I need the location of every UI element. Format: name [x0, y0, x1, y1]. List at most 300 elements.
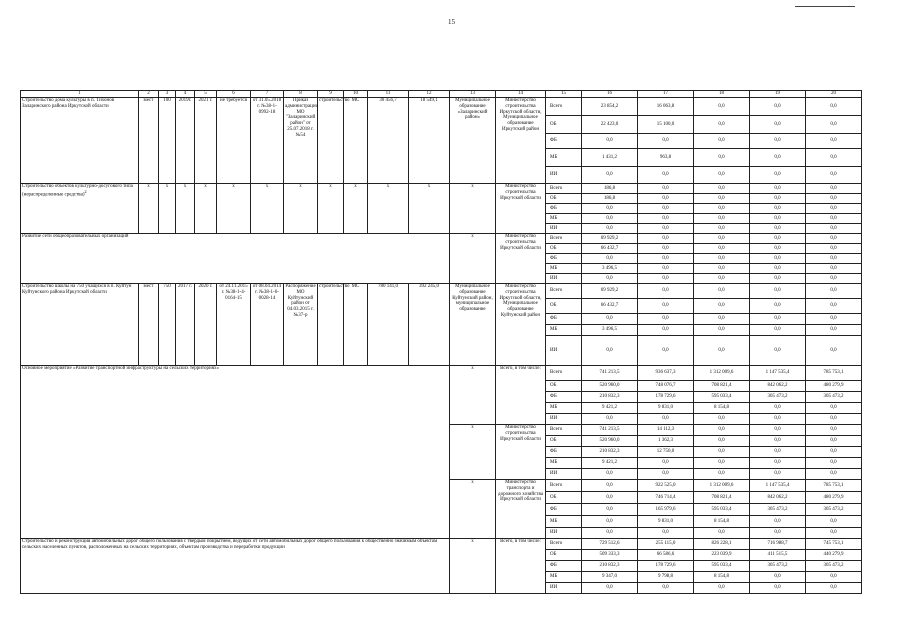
amount-cell: 14 112,3	[638, 425, 694, 436]
project-start-cell: 2019г.	[176, 98, 195, 184]
amount-cell: 0,0	[806, 336, 862, 366]
project-kind-cell: строительство	[318, 98, 344, 184]
amount-cell: 9 831,0	[638, 403, 694, 414]
amount-cell: 708 821,4	[694, 492, 750, 504]
amount-cell: 0,0	[582, 204, 638, 214]
funding-source-cell: ИИ	[546, 469, 582, 480]
amount-cell: 785 753,1	[806, 366, 862, 381]
amount-cell: 0,0	[750, 244, 806, 254]
table-row	[21, 284, 862, 299]
amount-cell: 0,0	[638, 414, 694, 425]
project-capacity-cell: 750	[159, 284, 176, 366]
amount-cell: 595 033,4	[694, 504, 750, 516]
header-cell: 16	[582, 91, 638, 98]
amount-cell: 0,0	[750, 254, 806, 264]
funding-source-cell: ИИ	[546, 528, 582, 539]
project-owner-cell: МС	[344, 284, 368, 366]
amount-cell: 0,0	[750, 458, 806, 469]
amount-cell: 0,0	[750, 528, 806, 539]
responsible-cell: Министерство строительства Иркутской области	[496, 425, 546, 480]
amount-cell: 0,0	[694, 325, 750, 336]
project-permit-cell: от 31.05.2018 г. №38-1-0992-18	[251, 98, 284, 184]
funding-source-cell: МБ	[546, 572, 582, 583]
amount-cell: 936 637,3	[638, 366, 694, 381]
project-customer-cell: х	[450, 184, 496, 234]
amount-cell: 0,0	[582, 314, 638, 325]
amount-cell: 1 312 009,6	[694, 480, 750, 492]
amount-cell: 0,0	[750, 436, 806, 447]
amount-cell: 0,0	[694, 458, 750, 469]
amount-cell: 0,0	[750, 284, 806, 299]
header-cell: 10	[344, 91, 368, 98]
funding-source-cell: Всего	[546, 98, 582, 116]
funding-source-cell: ОБ	[546, 436, 582, 447]
project-expertise-cell: х	[217, 184, 251, 234]
amount-cell: 0,0	[638, 244, 694, 254]
funding-source-cell: Всего	[546, 234, 582, 244]
amount-cell: 0,0	[806, 184, 862, 194]
funding-source-cell: Всего	[546, 184, 582, 194]
amount-cell: 0,0	[806, 214, 862, 224]
project-gp-resp-cell: Министерство строительства Иркутской области	[496, 184, 546, 234]
amount-cell: 0,0	[694, 234, 750, 244]
amount-cell: 0,0	[694, 224, 750, 234]
responsible-cell: Всего, в том числе:	[496, 539, 546, 594]
amount-cell: 8 154,8	[694, 403, 750, 414]
amount-cell: 0,0	[582, 134, 638, 149]
header-cell: 2	[139, 91, 159, 98]
amount-cell: 1 147 535,4	[750, 366, 806, 381]
header-cell: 13	[450, 91, 496, 98]
amount-cell: 520 960,0	[582, 381, 638, 392]
funding-source-cell: ИИ	[546, 414, 582, 425]
project-end-cell: 2021 г.	[195, 98, 217, 184]
program-table-body	[21, 91, 862, 594]
amount-cell: 708 821,4	[694, 381, 750, 392]
project-unit-cell: мест	[139, 98, 159, 184]
amount-cell: 0,0	[582, 583, 638, 594]
table-row	[21, 91, 862, 98]
amount-cell: 0,0	[694, 583, 750, 594]
amount-cell: 440 279,9	[806, 550, 862, 561]
amount-cell: 411 515,5	[750, 550, 806, 561]
funding-source-cell: МБ	[546, 516, 582, 528]
amount-cell: 9 798,8	[638, 572, 694, 583]
amount-cell: 520 960,0	[582, 436, 638, 447]
project-name-cell: Строительство дома культуры в п. Тихонов Заларинского района Иркутской области	[21, 98, 139, 184]
amount-cell: 0,0	[806, 204, 862, 214]
funding-source-cell: Всего	[546, 539, 582, 550]
amount-cell: 0,0	[582, 469, 638, 480]
amount-cell: 0,0	[638, 458, 694, 469]
amount-cell: 0,0	[750, 116, 806, 134]
amount-cell: 305 473,2	[806, 504, 862, 516]
amount-cell: 0,0	[694, 528, 750, 539]
responsible-cell: Министерство транспорта и дорожного хозяйства Иркутской области	[496, 480, 546, 539]
amount-cell: 0,0	[638, 528, 694, 539]
amount-cell: 0,0	[694, 244, 750, 254]
amount-cell: 16 063,8	[638, 98, 694, 116]
table-row	[21, 234, 862, 244]
amount-cell: 0,0	[638, 583, 694, 594]
amount-cell: 745 753,1	[806, 539, 862, 550]
funding-source-cell: Всего	[546, 366, 582, 381]
funding-source-cell: ФБ	[546, 254, 582, 264]
amount-cell: 9 831,0	[638, 516, 694, 528]
project-name-cell: Строительство объектов культурно-досугового типа (нераспределенные средства)$^2$	[21, 184, 139, 234]
amount-cell: 0,0	[694, 447, 750, 458]
funding-source-cell: Всего	[546, 480, 582, 492]
amount-cell: 0,0	[806, 98, 862, 116]
page-number: 15	[448, 18, 455, 26]
table-row	[21, 98, 862, 116]
amount-cell: 210 832,3	[582, 561, 638, 572]
section-title-cell: Развитие сети общеобразовательных организаций	[21, 234, 450, 284]
amount-cell: 0,0	[806, 325, 862, 336]
amount-cell: 0,0	[750, 583, 806, 594]
project-expertise-cell: от 24.11.2015 г. №38-1-4-0164-15	[217, 284, 251, 366]
amount-cell: 210 832,3	[582, 447, 638, 458]
amount-cell: 509 333,3	[582, 550, 638, 561]
amount-cell: 595 033,4	[694, 561, 750, 572]
amount-cell: 0,0	[806, 572, 862, 583]
amount-cell: 0,0	[750, 264, 806, 274]
amount-cell: 0,0	[694, 204, 750, 214]
funding-source-cell: ОБ	[546, 299, 582, 314]
table-row	[21, 184, 862, 194]
header-cell: 9	[318, 91, 344, 98]
amount-cell: 741 213,5	[582, 425, 638, 436]
amount-cell: 748 076,7	[638, 381, 694, 392]
amount-cell: 0,0	[694, 284, 750, 299]
amount-cell: 0,0	[638, 274, 694, 284]
project-cost-remain-cell: 392 245,0	[409, 284, 450, 366]
amount-cell: 8 154,8	[694, 516, 750, 528]
header-cell: 8	[284, 91, 318, 98]
amount-cell: 255 115,0	[638, 539, 694, 550]
project-permit-cell: х	[251, 184, 284, 234]
amount-cell: 0,0	[638, 284, 694, 299]
project-customer-cell: Муниципальное образование Куйтунский район, муниципальное образование	[450, 284, 496, 366]
customer-cell: х	[450, 366, 496, 425]
header-cell: 4	[176, 91, 195, 98]
amount-cell: 0,0	[694, 98, 750, 116]
amount-cell: 826 228,1	[694, 539, 750, 550]
funding-source-cell: ФБ	[546, 504, 582, 516]
funding-source-cell: Всего	[546, 284, 582, 299]
funding-source-cell: ОБ	[546, 194, 582, 204]
amount-cell: 0,0	[806, 425, 862, 436]
amount-cell: 0,0	[638, 184, 694, 194]
amount-cell: 0,0	[806, 116, 862, 134]
amount-cell: 0,0	[806, 194, 862, 204]
funding-source-cell: ИИ	[546, 224, 582, 234]
table-row	[21, 366, 862, 381]
amount-cell: 0,0	[750, 194, 806, 204]
funding-source-cell: ФБ	[546, 561, 582, 572]
funding-source-cell: ОБ	[546, 381, 582, 392]
amount-cell: 305 473,2	[750, 392, 806, 403]
amount-cell: 0,0	[582, 480, 638, 492]
amount-cell: 0,0	[750, 299, 806, 314]
amount-cell: 0,0	[806, 244, 862, 254]
amount-cell: 12 750,0	[638, 447, 694, 458]
amount-cell: 305 473,2	[806, 392, 862, 403]
amount-cell: 186,8	[582, 184, 638, 194]
amount-cell: 0,0	[638, 167, 694, 184]
funding-source-cell: ОБ	[546, 116, 582, 134]
amount-cell: 3 496,5	[582, 325, 638, 336]
amount-cell: 0,0	[582, 254, 638, 264]
header-cell: 14	[496, 91, 546, 98]
amount-cell: 0,0	[806, 254, 862, 264]
amount-cell: 0,0	[750, 447, 806, 458]
amount-cell: 23 854,2	[582, 98, 638, 116]
amount-cell: 223 039,9	[694, 550, 750, 561]
project-unit-cell: мест	[139, 284, 159, 366]
amount-cell: 0,0	[694, 214, 750, 224]
amount-cell: 785 753,1	[806, 480, 862, 492]
section-title-cell: Основное мероприятие «Развитие транспортной инфраструктуры на сельских территориях»	[21, 366, 450, 539]
project-act-cell: Распоряжение МО Куйтунский район от 04.03.2015 г. №37-р	[284, 284, 318, 366]
customer-cell: х	[450, 234, 496, 284]
amount-cell: 1 362,3	[638, 436, 694, 447]
amount-cell: 0,0	[750, 167, 806, 184]
project-end-cell: х	[195, 184, 217, 234]
amount-cell: 22 423,0	[582, 116, 638, 134]
project-permit-cell: от 08.04.2014 г. №38-1-6-0028-14	[251, 284, 284, 366]
project-act-cell: Приказ администрации МО "Заларинский район" от 25.07.2018 г. №54	[284, 98, 318, 184]
program-table	[20, 90, 862, 594]
project-capacity-cell: х	[159, 184, 176, 234]
funding-source-cell: ФБ	[546, 314, 582, 325]
amount-cell: 0,0	[694, 254, 750, 264]
project-owner-cell: МС	[344, 98, 368, 184]
amount-cell: 178 729,6	[638, 561, 694, 572]
amount-cell: 0,0	[750, 184, 806, 194]
project-owner-cell: х	[344, 184, 368, 234]
amount-cell: 0,0	[806, 469, 862, 480]
amount-cell: 0,0	[750, 325, 806, 336]
amount-cell: 66 586,6	[638, 550, 694, 561]
footnote-marker: 2	[84, 188, 87, 194]
amount-cell: 0,0	[806, 403, 862, 414]
amount-cell: 0,0	[750, 403, 806, 414]
funding-source-cell: ФБ	[546, 204, 582, 214]
funding-source-cell: ОБ	[546, 492, 582, 504]
amount-cell: 305 473,2	[750, 561, 806, 572]
header-cell: 20	[806, 91, 862, 98]
header-cell: 6	[217, 91, 251, 98]
funding-source-cell: МБ	[546, 149, 582, 167]
amount-cell: 0,0	[694, 149, 750, 167]
project-cost-remain-cell: 18 549,1	[409, 98, 450, 184]
amount-cell: 0,0	[582, 414, 638, 425]
responsible-cell: Всего, в том числе:	[496, 366, 546, 425]
amount-cell: 0,0	[582, 167, 638, 184]
amount-cell: 0,0	[750, 214, 806, 224]
amount-cell: 8 154,8	[694, 572, 750, 583]
amount-cell: 0,0	[638, 234, 694, 244]
amount-cell: 0,0	[638, 264, 694, 274]
header-cell: 17	[638, 91, 694, 98]
amount-cell: 922 525,0	[638, 480, 694, 492]
amount-cell: 0,0	[806, 436, 862, 447]
amount-cell: 0,0	[694, 314, 750, 325]
amount-cell: 0,0	[694, 336, 750, 366]
amount-cell: 963,8	[638, 149, 694, 167]
project-cost-total-cell: 780 141,0	[368, 284, 409, 366]
amount-cell: 186,8	[582, 194, 638, 204]
funding-source-cell: МБ	[546, 458, 582, 469]
amount-cell: 0,0	[694, 264, 750, 274]
section-title-cell: Строительство и реконструкция автомобильных дорог общего пользования с твердым покрытием, ведущих от сети автомобильных дорог общего пользования к общественно значимым объектам сельских населенных пунктов, расположенных на сельских территориях, объектам производства и переработки продукции	[21, 539, 450, 594]
customer-cell: х	[450, 480, 496, 539]
amount-cell: 0,0	[582, 492, 638, 504]
amount-cell: 741 213,5	[582, 366, 638, 381]
project-start-cell: 2017 г.	[176, 284, 195, 366]
amount-cell: 0,0	[582, 528, 638, 539]
amount-cell: 0,0	[694, 116, 750, 134]
amount-cell: 0,0	[582, 516, 638, 528]
amount-cell: 0,0	[806, 583, 862, 594]
amount-cell: 69 929,2	[582, 284, 638, 299]
amount-cell: 480 279,9	[806, 381, 862, 392]
amount-cell: 480 279,9	[806, 492, 862, 504]
funding-source-cell: ФБ	[546, 392, 582, 403]
funding-source-cell: ИИ	[546, 274, 582, 284]
funding-source-cell: ИИ	[546, 167, 582, 184]
amount-cell: 0,0	[750, 414, 806, 425]
amount-cell: 0,0	[750, 469, 806, 480]
funding-source-cell: Всего	[546, 425, 582, 436]
amount-cell: 3 496,5	[582, 264, 638, 274]
header-cell: 5	[195, 91, 217, 98]
top-rule	[795, 6, 855, 7]
amount-cell: 178 729,6	[638, 392, 694, 403]
funding-source-cell: ОБ	[546, 244, 582, 254]
amount-cell: 0,0	[694, 414, 750, 425]
funding-source-cell: ФБ	[546, 447, 582, 458]
amount-cell: 0,0	[806, 149, 862, 167]
amount-cell: 1 147 535,4	[750, 480, 806, 492]
amount-cell: 0,0	[694, 194, 750, 204]
header-cell: 1	[21, 91, 139, 98]
amount-cell: 0,0	[694, 425, 750, 436]
amount-cell: 0,0	[750, 314, 806, 325]
amount-cell: 0,0	[750, 134, 806, 149]
amount-cell: 0,0	[582, 274, 638, 284]
amount-cell: 0,0	[806, 458, 862, 469]
amount-cell: 0,0	[806, 167, 862, 184]
funding-source-cell: МБ	[546, 403, 582, 414]
header-cell: 19	[750, 91, 806, 98]
header-cell: 15	[546, 91, 582, 98]
amount-cell: 0,0	[750, 336, 806, 366]
amount-cell: 15 100,0	[638, 116, 694, 134]
amount-cell: 842 062,2	[750, 381, 806, 392]
amount-cell: 69 929,2	[582, 234, 638, 244]
project-cost-total-cell: х	[368, 184, 409, 234]
amount-cell: 595 033,4	[694, 392, 750, 403]
amount-cell: 0,0	[638, 299, 694, 314]
project-start-cell: х	[176, 184, 195, 234]
amount-cell: 0,0	[694, 167, 750, 184]
funding-source-cell: ИИ	[546, 336, 582, 366]
amount-cell: 0,0	[694, 274, 750, 284]
amount-cell: 0,0	[638, 314, 694, 325]
amount-cell: 0,0	[638, 214, 694, 224]
amount-cell: 0,0	[806, 314, 862, 325]
amount-cell: 0,0	[806, 264, 862, 274]
amount-cell: 0,0	[638, 336, 694, 366]
amount-cell: 210 832,3	[582, 392, 638, 403]
amount-cell: 0,0	[694, 436, 750, 447]
project-cost-total-cell: 30 456,7	[368, 98, 409, 184]
amount-cell: 0,0	[806, 274, 862, 284]
amount-cell: 0,0	[806, 516, 862, 528]
header-cell: 11	[368, 91, 409, 98]
amount-cell: 0,0	[750, 149, 806, 167]
amount-cell: 0,0	[750, 572, 806, 583]
amount-cell: 0,0	[638, 254, 694, 264]
amount-cell: 0,0	[750, 516, 806, 528]
amount-cell: 842 062,2	[750, 492, 806, 504]
amount-cell: 0,0	[750, 274, 806, 284]
amount-cell: 0,0	[638, 224, 694, 234]
project-expertise-cell: не требуется	[217, 98, 251, 184]
funding-source-cell: ФБ	[546, 134, 582, 149]
customer-cell: х	[450, 425, 496, 480]
amount-cell: 0,0	[806, 134, 862, 149]
amount-cell: 0,0	[638, 194, 694, 204]
amount-cell: 0,0	[806, 224, 862, 234]
project-unit-cell: х	[139, 184, 159, 234]
funding-source-cell: МБ	[546, 264, 582, 274]
amount-cell: 9 421,2	[582, 403, 638, 414]
amount-cell: 0,0	[582, 214, 638, 224]
amount-cell: 0,0	[806, 299, 862, 314]
project-gp-resp-cell: Министерство строительства Иркутской области, Муниципальное образование Куйтунский район	[496, 284, 546, 366]
amount-cell: 0,0	[694, 184, 750, 194]
amount-cell: 0,0	[750, 204, 806, 214]
amount-cell: 0,0	[750, 425, 806, 436]
funding-source-cell: МБ	[546, 325, 582, 336]
amount-cell: 66 432,7	[582, 244, 638, 254]
project-cost-remain-cell: х	[409, 184, 450, 234]
funding-source-cell: ИИ	[546, 583, 582, 594]
header-cell: 7	[251, 91, 284, 98]
amount-cell: 0,0	[806, 284, 862, 299]
amount-cell: 165 979,6	[638, 504, 694, 516]
amount-cell: 1 312 009,6	[694, 366, 750, 381]
project-customer-cell: Муниципальное образование «Заларинский район»	[450, 98, 496, 184]
amount-cell: 0,0	[750, 98, 806, 116]
amount-cell: 305 473,2	[806, 561, 862, 572]
project-act-cell: х	[284, 184, 318, 234]
project-gp-resp-cell: Министерство строительства Иркутской области, Муниципальное образование Иркутский район	[496, 98, 546, 184]
project-end-cell: 2020 г.	[195, 284, 217, 366]
amount-cell: 0,0	[694, 469, 750, 480]
amount-cell: 1 431,2	[582, 149, 638, 167]
amount-cell: 0,0	[694, 299, 750, 314]
amount-cell: 0,0	[638, 469, 694, 480]
amount-cell: 0,0	[806, 414, 862, 425]
amount-cell: 716 988,7	[750, 539, 806, 550]
amount-cell: 66 432,7	[582, 299, 638, 314]
funding-source-cell: ОБ	[546, 550, 582, 561]
amount-cell: 0,0	[806, 234, 862, 244]
